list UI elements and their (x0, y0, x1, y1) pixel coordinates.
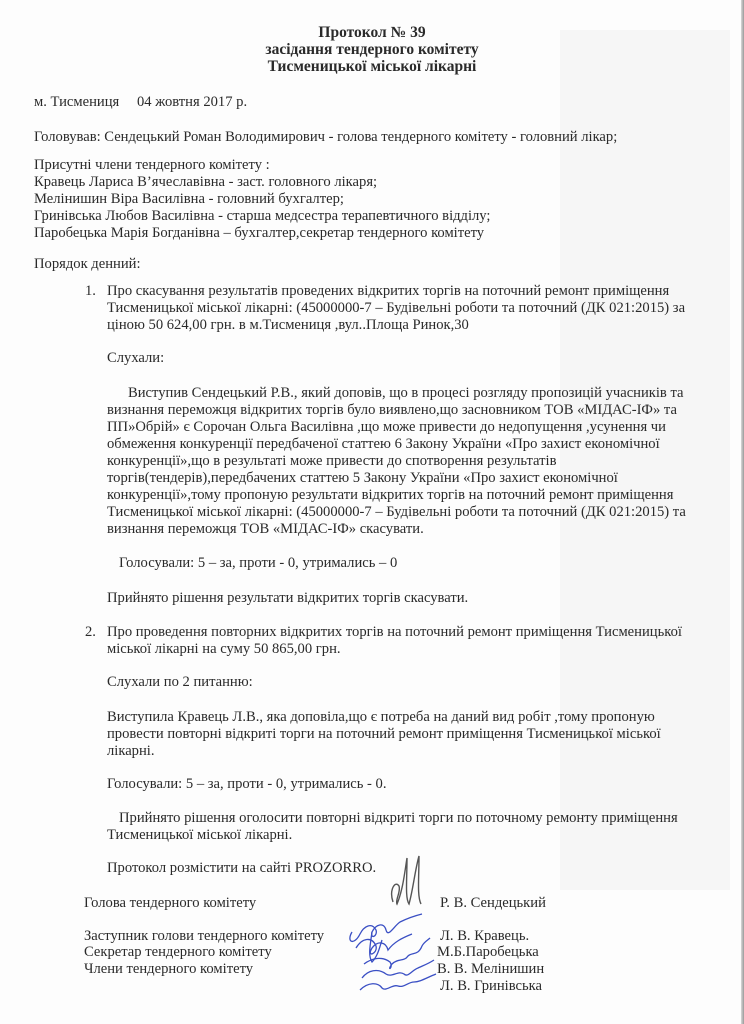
signatory-name: М.Б.Паробецька (437, 944, 539, 960)
speech-line: визнання переможця ТОВ «МІДАС-ІФ» скасувати. (107, 521, 424, 537)
speech-line: лікарні. (107, 743, 155, 759)
speech-line: Виступила Кравець Л.В., яка доповіла,що є потреба на даний вид робіт ,тому пропоную (107, 709, 655, 725)
item-number: 2. (85, 624, 96, 640)
chair-signature-icon (385, 850, 435, 910)
document-title: Протокол № 39 (318, 24, 426, 41)
vote-result: Голосували: 5 – за, проти - 0, утримались – 0 (119, 555, 398, 571)
member-line: Мелінишин Віра Василівна - головний бухгалтер; (34, 191, 344, 207)
chair-line: Головував: Сендецький Роман Володимирович - голова тендерного комітету - головний лікар; (34, 129, 618, 145)
signatory-name: Л. В. Гринівська (440, 978, 542, 994)
speech-line: провести повторні відкриті торги на поточний ремонт приміщення Тисменицької міської (107, 726, 661, 742)
member-line: Гринівська Любов Василівна - старша медсестра терапевтичного відділу; (34, 208, 491, 224)
item-title-line: Про проведення повторних відкритих торгів на поточний ремонт приміщення Тисменицької (107, 624, 682, 640)
document-subtitle: засідання тендерного комітету (265, 41, 479, 58)
speech-line: ПП»Обрій» є Сорочан Ольга Василівна ,що може привести до недопущення ,усунення чи (107, 419, 666, 435)
speech-line: конкуренції»,тому пропоную результати відкритих торгів на поточний ремонт приміщення (107, 487, 674, 503)
signatory-name: В. В. Мелінишин (437, 961, 545, 977)
city: м. Тисмениця (34, 94, 120, 110)
member-line: Паробецька Марія Богданівна – бухгалтер,секретар тендерного комітету (34, 225, 485, 241)
heard-label: Слухали по 2 питанню: (107, 674, 253, 690)
speech-line: визнання переможця відкритих торгів було виявлено,що засновником ТОВ «МІДАС-ІФ» та (107, 402, 677, 418)
signatory-name: Р. В. Сендецький (440, 895, 546, 911)
item-title-line: міської лікарні на суму 50 865,00 грн. (107, 641, 341, 657)
signature-role: Секретар тендерного комітету (84, 944, 272, 960)
item-number: 1. (85, 283, 96, 299)
publish-note: Протокол розмістити на сайті PROZORRO. (107, 860, 377, 876)
item-title-line: Про скасування результатів проведених відкритих торгів на поточний ремонт приміщення (107, 283, 670, 299)
signatory-name: Л. В. Кравець. (440, 928, 530, 944)
vote-result: Голосували: 5 – за, проти - 0, утримались - 0. (107, 776, 387, 792)
date: 04 жовтня 2017 р. (137, 94, 248, 110)
speech-line: Виступив Сендецький Р.В., який доповів, що в процесі розгляду пропозицій учасників та (128, 385, 684, 401)
document-organization: Тисменицької міської лікарні (267, 58, 477, 75)
decision-line: Прийнято рішення оголосити повторні відкриті торги по поточному ремонту приміщення (119, 810, 678, 826)
decision-line: Прийнято рішення результати відкритих торгів скасувати. (107, 590, 469, 606)
heard-label: Слухали: (107, 350, 165, 366)
agenda-heading: Порядок денний: (34, 256, 141, 272)
speech-line: торгів(тендерів),передбачених статтею 5 Закону України «Про захист економічної (107, 470, 618, 486)
signature-role: Члени тендерного комітету (84, 961, 254, 977)
speech-line: Тисменицької міської лікарні: (45000000-7 – Будівельні роботи та поточний (ДК 021:2015) та (107, 504, 686, 520)
members-signatures-icon (342, 912, 442, 1002)
decision-line: Тисменицької міської лікарні. (107, 827, 293, 843)
scan-shading (560, 30, 730, 890)
signature-role: Заступник голови тендерного комітету (84, 928, 325, 944)
speech-line: обмеження конкуренції передбаченої статтею 6 Закону України «Про захист економічної (107, 436, 660, 452)
speech-line: конкуренції»,що в результаті може привести до спотворення результатів (107, 453, 557, 469)
item-title-line: Тисменицької міської лікарні: (45000000-7 – Будівельні роботи та поточний (ДК 021:2015) за (107, 300, 686, 316)
member-line: Кравець Лариса В’ячеславівна - заст. головного лікаря; (34, 174, 378, 190)
item-title-line: ціною 50 624,00 грн. в м.Тисмениця ,вул..Площа Ринок,30 (107, 317, 469, 333)
present-heading: Присутні члени тендерного комітету : (34, 157, 270, 173)
signature-role: Голова тендерного комітету (84, 895, 257, 911)
